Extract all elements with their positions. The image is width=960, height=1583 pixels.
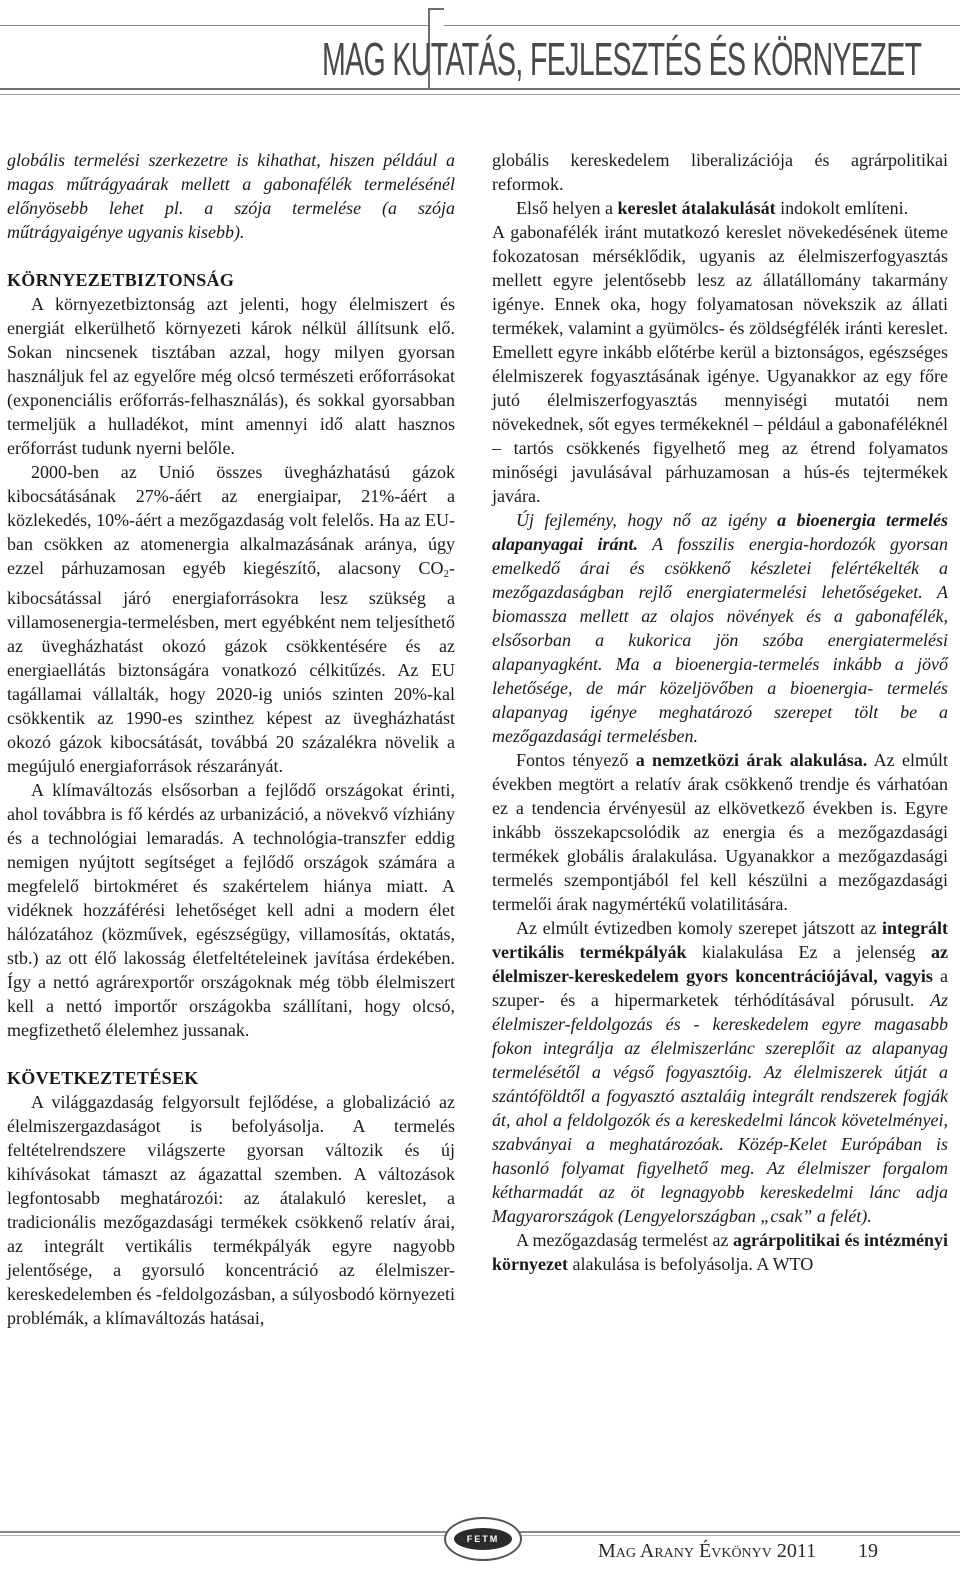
paragraph: Az elmúlt évtizedben komoly szerepet játszott az integrált vertikális termékpályák kialakulása Ez a jelenség az élelmiszer-kereskedelem gyors koncentrációjával, vagyis a szuper- és a hipermarketek térhódításával pórusult. Az élelmiszer-feldolgozás és - kereskedelem egyre magasabb fokon integrálja az élelmiszerlánc szereplőit az alapanyag termelésétől a végső fogyasztóig. Az élelmiszerek útját a szántóföldtől a fogyasztó asztaláig integrált rendszerek fogják át, ahol a feldolgozók és a kereskedelmi láncok követelményei, szabványai a meghatározóak. Közép-Kelet Európában is hasonló folyamat figyelhető meg. Az élelmiszer forgalom kétharmadát az öt legnagyobb kereskedelmi lánc adja Magyarországok (Lengyelországban „csak” a felét).: [492, 918, 948, 1226]
paragraph: A világgazdaság felgyorsult fejlődése, a globalizáció az élelmiszergazdaságot is befolyásolja. A termelés feltételrendszere világszerte gyorsan változik és új kihívásokat támaszt az ágazattal szemben. A változások legfontosabb meghatározói: az átalakuló kereslet, a tradicionális mezőgazdasági termékek csökkenő relatív árai, az integrált vertikális termékpályák egyre nagyobb jelentősége, a gyorsuló koncentráció az élelmiszer-kereskedelemben és -feldolgozásban, a súlyosbodó környezeti problémák, a klímaváltozás hatásai,: [7, 1092, 455, 1328]
paragraph: A klímaváltozás elsősorban a fejlődő országokat érinti, ahol továbbra is fő kérdés az urbanizáció, a növekvő vízhiány és a technológiai lemaradás. A technológia-transzfer eddig nemigen nyújtott segítséget a fejlődő országok számára a megfelelő birtokméret és szakértelem hiánya miatt. A vidéknek hozzáférési lehetőséget kell adni a modern élet hálózatához (közművek, egészségügy, villamosítás, oktatás, stb.) az ott élő lakosság életfeltételeinek javítása érdekében. Így a nettó agrárexportőr országoknak még több élelmiszert kell a nettó importőr országokba szállítani, hogy olcsó, megfizethető élelemhez jussanak.: [7, 780, 455, 1040]
paragraph: A gabonafélék iránt mutatkozó kereslet növekedésének üteme fokozatosan mérséklődik, ugyanis az élelmiszerfogyasztás mellett egyre jelentősebb lesz az állatállomány takarmány igénye. Ennek oka, hogy folyamatosan növekszik az állati termékek, valamint a gyümölcs- és zöldségfélék iránti kereslet. Emellett egyre inkább előtérbe kerül a biztonságos, egészséges élelmiszerek fogyasztásának igénye. Ugyanakkor az egy főre jutó élelmiszerfogyasztás mennyiségi mutatói nem növekednek, sőt egyes termékeknél – például a gabonaféléknél – tartós csökkenés figyelhető meg az étrend folyamatos minőségi javulásával párhuzamosan a hús-és tejtermékek javára.: [492, 222, 948, 506]
paragraph: Új fejlemény, hogy nő az igény a bioenergia termelés alapanyagai iránt. A fosszilis energia-hordozók gyorsan emelkedő árai és csökkenő készletei felértékelték a mezőgazdaságban rejlő energiatermelési lehetőségeket. A biomassza mellett az olajos növények és a gabonafélék, elsősorban a kukorica jön szóba energiatermelési alapanyagként. Ma a bioenergia-termelés inkább a jövő lehetősége, de már közeljövőben a bioenergia- termelés alapanyag igénye meghatározó szerepet tölt be a mezőgazdasági termelésben.: [492, 510, 948, 746]
header-rule: [0, 88, 960, 90]
paragraph: globális kereskedelem liberalizációja és agrárpolitikai reformok.: [492, 150, 948, 194]
paragraph: A mezőgazdaság termelést az agrárpolitikai és intézményi környezet alakulása is befolyásolja. A WTO: [492, 1230, 948, 1274]
paragraph: A környezetbiztonság azt jelenti, hogy élelmiszert és energiát elkerülhető környezeti károk nélkül állítsunk elő. Sokan nincsenek tisztában azzal, hogy milyen gyorsan használjuk fel az egyelőre még olcsó természeti erőforrásokat (exponenciális erőforrás-felhasználás), és sokkal gyorsabban termeljük a hulladékot, mint amennyi idő alatt hasznos erőforrást tudunk nyerni belőle.: [7, 294, 455, 458]
page-number: 19: [858, 1540, 878, 1562]
heading-kovetkeztetesek: KÖVETKEZTETÉSEK: [7, 1068, 199, 1088]
header-rule-top: [0, 25, 960, 26]
paragraph: Fontos tényező a nemzetközi árak alakulása. Az elmúlt években megtört a relatív árak csökkenő trendje és várhatóan ez a tendencia érvényesül az elkövetkező években is. Egyre inkább összekapcsolódik az energia és a mezőgazdasági termékek globális áralakulása. Ugyanakkor a mezőgazdasági termelés szempontjából fel kell készülni a mezőgazdasági termelői árak nagymértékű volatilitására.: [492, 750, 948, 914]
section-title: MAG KUTATÁS, FEJLESZTÉS ÉS KÖRNYEZET: [322, 33, 922, 85]
left-column: [7, 148, 455, 1330]
right-column: [492, 148, 948, 1276]
intro-paragraph: globális termelési szerkezetre is kihathat, hiszen például a magas műtrágyaárak mellett a gabonafélék termelésénél előnyösebb lehet pl. a szója termelése (a szója műtrágyaigénye ugyanis kisebb).: [7, 150, 455, 242]
heading-kornyezetbiztonsag: KÖRNYEZETBIZTONSÁG: [7, 270, 235, 290]
publication-name: Mag Arany Évkönyv 2011: [598, 1540, 817, 1562]
paragraph: Első helyen a kereslet átalakulását indokolt említeni.: [516, 198, 909, 218]
fetm-logo: FETM: [444, 1517, 522, 1561]
header-rule-thin: [0, 94, 960, 95]
paragraph: 2000-ben az Unió összes üvegházhatású gázok kibocsátásának 27%-áért az energiaipar, 21%-áért a közlekedés, 10%-áért a mezőgazdaság volt felelős. Ha az EU-ban csökken az atomenergia alkalmazásának aránya, úgy ezzel párhuzamosan egyéb kiegészítő, alacsony $CO_2$-kibocsátással járó energiaforrásokra lesz szükség a villamosenergia-termelésben, mert egyébként nem teljesíthető az üvegházhatást okozó gázok csökkentésére és az energiaellátás biztonságára vonatkozó célkitűzés. Az EU tagállamai vállalták, hogy 2020-ig uniós szinten 20%-kal csökkentik az 1990-es szinthez képest az üvegházhatást okozó gázok kibocsátását, továbbá 20 százalékra növelik a megújuló energiaforrások részarányát.: [7, 462, 455, 776]
